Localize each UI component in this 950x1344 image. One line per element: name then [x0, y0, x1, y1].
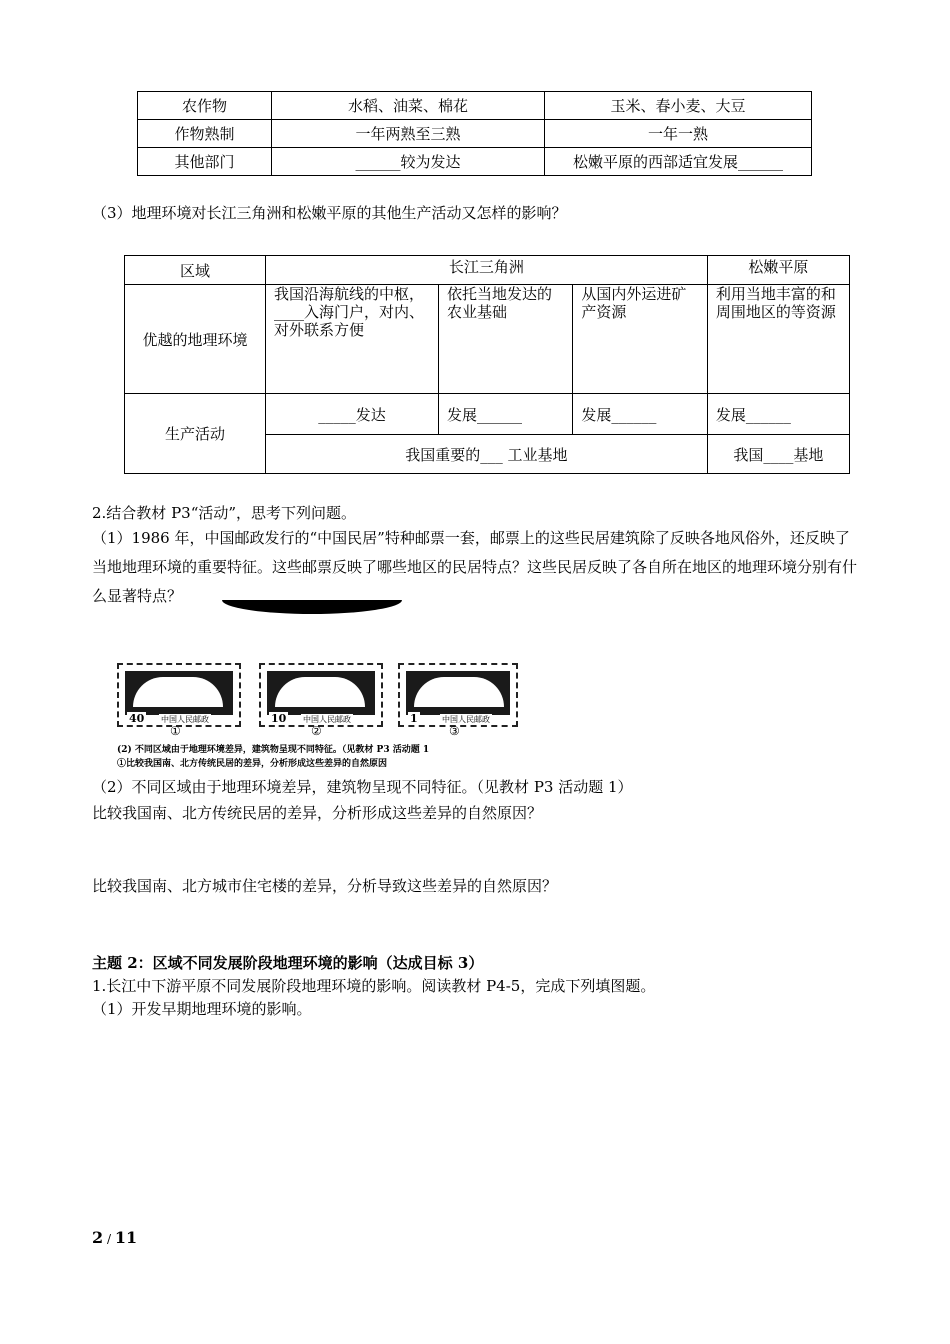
prod-cell: 发展______: [573, 394, 707, 435]
question-2-2a: 比较我国南、北方传统民居的差异，分析形成这些差异的自然原因？: [92, 804, 543, 822]
env-cell: 我国沿海航线的中枢，____入海门户，对内、对外联系方便: [266, 285, 439, 394]
topic-2-question-1-1: （1）开发早期地理环境的影响。: [92, 1000, 312, 1018]
question-2-1: （1）1986 年，中国邮政发行的“中国民居”特种邮票一套，邮票上的这些民居建筑除了反映各地风俗外，还反映了当地地理环境的重要特征。这些邮票反映了哪些地区的民居特点？这些民居反映了各自所在地区的地理环境分别有什么显著特点？: [92, 529, 858, 605]
crop-table: [137, 91, 812, 176]
south-cell: ______较为发达: [272, 148, 545, 176]
stamp-image: 40 中国人民邮政: [117, 663, 241, 727]
north-cell: 玉米、春小麦、大豆: [545, 92, 812, 120]
environment-table: [124, 255, 850, 474]
header-sn: 松嫩平原: [707, 256, 849, 285]
env-cell: 从国内外运进矿产资源: [573, 285, 707, 394]
row-label: 作物熟制: [138, 120, 272, 148]
north-cell: 松嫩平原的西部适宜发展______: [545, 148, 812, 176]
base-cj: 我国重要的___ 工业基地: [266, 435, 708, 474]
env-label: 优越的地理环境: [125, 285, 266, 394]
south-cell: 水稻、油菜、棉花: [272, 92, 545, 120]
row-label: 农作物: [138, 92, 272, 120]
header-region: 区域: [125, 256, 266, 285]
question-3: （3）地理环境对长江三角洲和松嫩平原的其他生产活动又怎样的影响？: [92, 204, 567, 222]
prod-label: 生产活动: [125, 394, 266, 474]
prod-cell: 发展______: [438, 394, 572, 435]
stamp-image: 10 中国人民邮政: [259, 663, 383, 727]
question-2-2b: 比较我国南、北方城市住宅楼的差异，分析导致这些差异的自然原因？: [92, 877, 558, 895]
table-row: [138, 148, 812, 176]
topic-2-question-1: 1.长江中下游平原不同发展阶段地理环境的影响。阅读教材 P4-5，完成下列填图题。: [92, 977, 656, 995]
scan-text: ①比较我国南、北方传统民居的差异，分析形成这些差异的自然原因: [117, 759, 388, 769]
base-sn: 我国____基地: [707, 435, 849, 474]
stamp-image: 1 中国人民邮政: [398, 663, 518, 727]
prod-cell: 发展______: [707, 394, 849, 435]
scan-artifact: [222, 600, 402, 614]
env-cell: 利用当地丰富的和周围地区的等资源: [707, 285, 849, 394]
table-row: [138, 92, 812, 120]
header-cj: 长江三角洲: [266, 256, 708, 285]
stamp-number: ①: [170, 724, 181, 738]
question-2-2: （2）不同区域由于地理环境差异，建筑物呈现不同特征。（见教材 P3 活动题 1）: [92, 778, 633, 796]
table-row: [125, 394, 850, 435]
table-row: [125, 256, 850, 285]
south-cell: 一年两熟至三熟: [272, 120, 545, 148]
stamp-number: ②: [311, 724, 322, 738]
prod-cell: _____发达: [266, 394, 439, 435]
table-row: [125, 285, 850, 394]
env-cell: 依托当地发达的农业基础: [438, 285, 572, 394]
stamp-number: ③: [449, 724, 460, 738]
question-2-title: 2.结合教材 P3“活动”，思考下列问题。: [92, 504, 357, 522]
north-cell: 一年一熟: [545, 120, 812, 148]
scan-text: (2) 不同区域由于地理环境差异，建筑物呈现不同特征。（见教材 P3 活动题 1: [117, 745, 430, 755]
topic-2-heading: 主题 2：区域不同发展阶段地理环境的影响（达成目标 3）: [92, 954, 484, 972]
table-row: [138, 120, 812, 148]
page-number: 2 / 11: [92, 1228, 138, 1247]
row-label: 其他部门: [138, 148, 272, 176]
